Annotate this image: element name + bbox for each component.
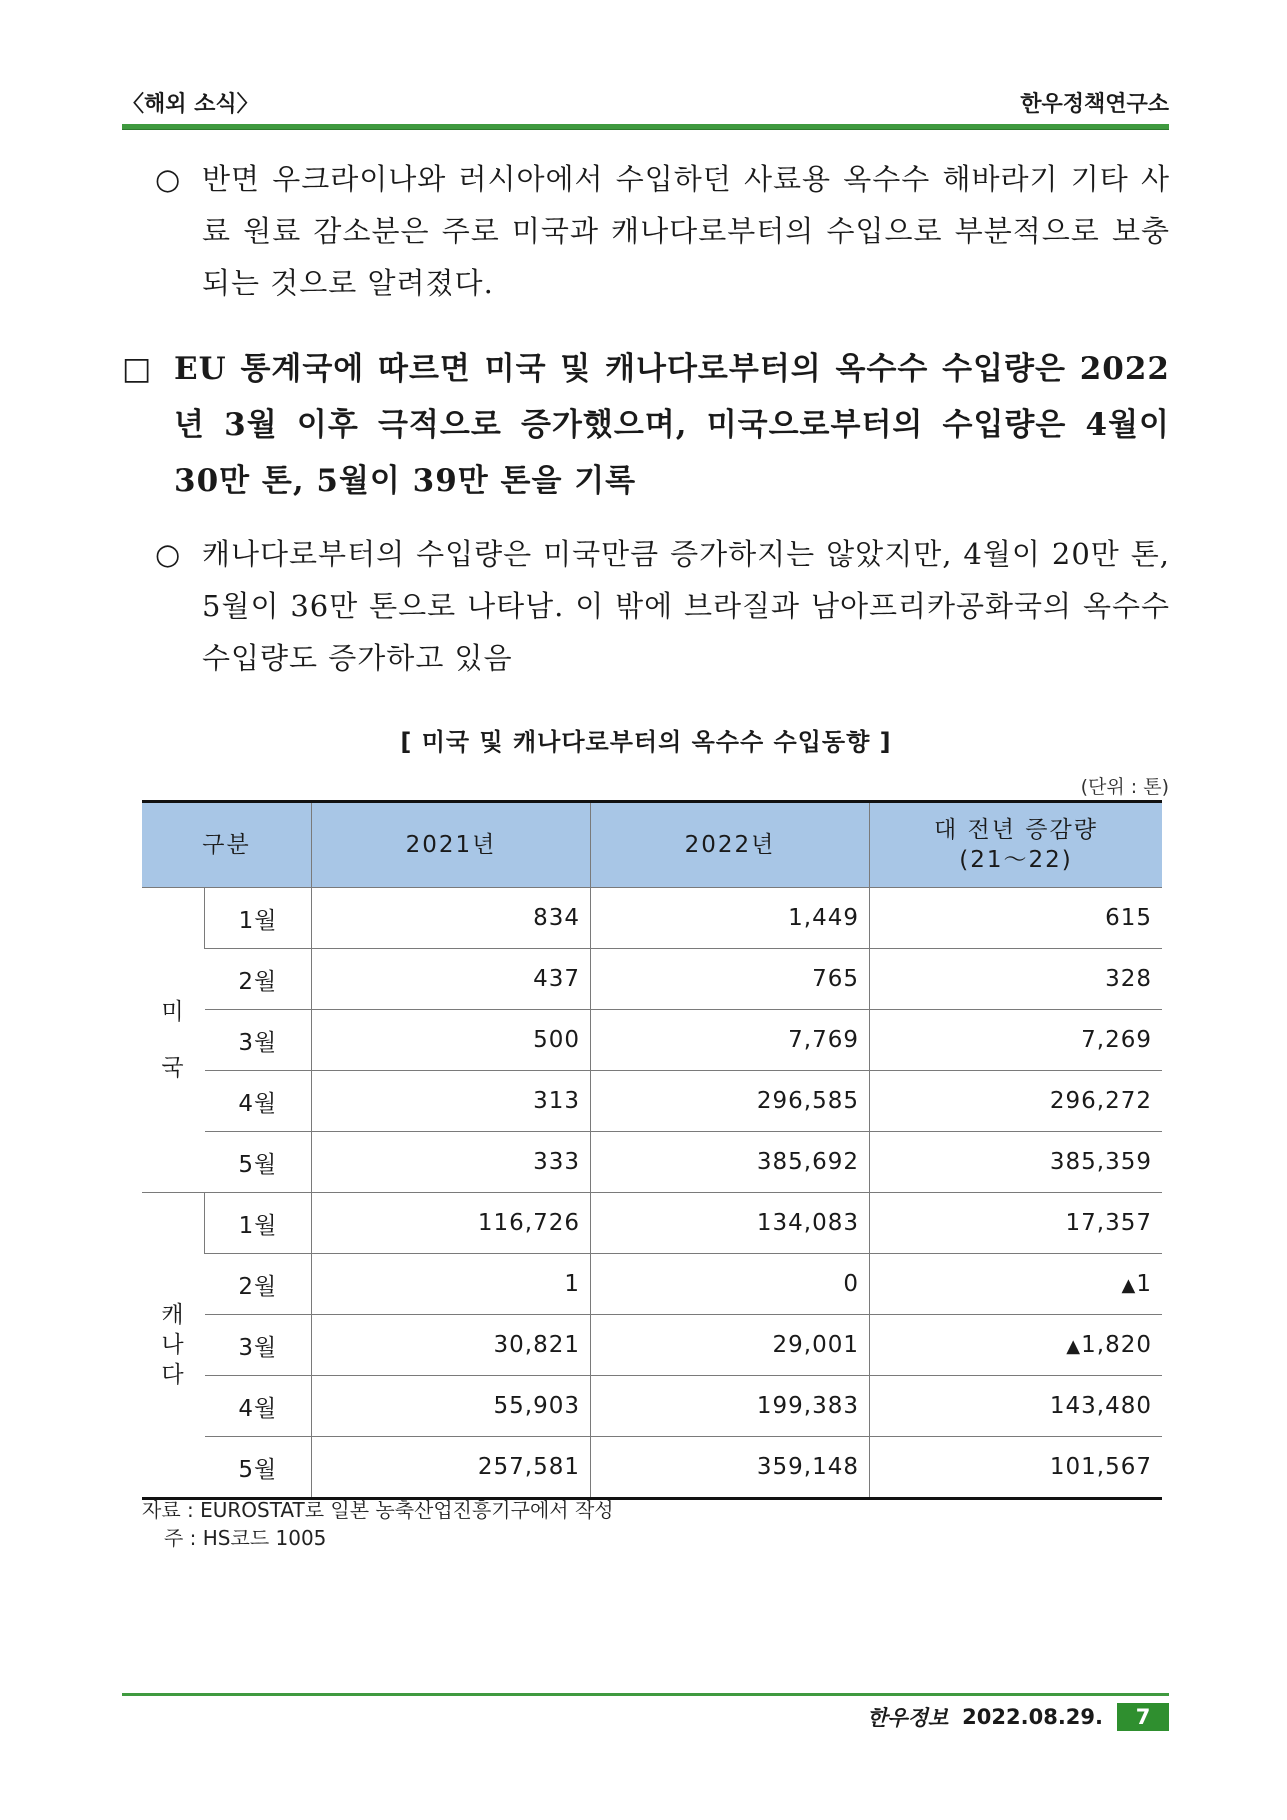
country-char: 국 xyxy=(161,1055,185,1081)
header-category: 구분 xyxy=(142,802,312,888)
paragraph-text: 캐나다로부터의 수입량은 미국만큼 증가하지는 않았지만, 4월이 20만 톤, 5월이 36만 톤으로 나타남. 이 밖에 브라질과 남아프리카공화국의 옥수수 수입량도 증가하고 있음 xyxy=(202,537,1170,675)
value-change: 17,357 xyxy=(870,1193,1163,1254)
publication-date: 2022.08.29. xyxy=(962,1705,1103,1729)
hs-code-note: 주 : HS코드 1005 xyxy=(164,1526,327,1550)
paragraph-2 xyxy=(122,341,1170,509)
month-cell: 4월 xyxy=(205,1071,312,1132)
value-change: 143,480 xyxy=(870,1376,1163,1437)
header-change-line1: 대 전년 증감량 xyxy=(934,817,1098,843)
table-row xyxy=(142,1254,1162,1315)
value-2022: 199,383 xyxy=(591,1376,870,1437)
section-label: 〈해외 소식〉 xyxy=(122,92,259,117)
month-cell: 3월 xyxy=(205,1315,312,1376)
month-cell: 1월 xyxy=(205,888,312,949)
value-2021: 1 xyxy=(312,1254,591,1315)
table-row xyxy=(142,1132,1162,1193)
value-change: 385,359 xyxy=(870,1132,1163,1193)
table-row xyxy=(142,1010,1162,1071)
value-2021: 333 xyxy=(312,1132,591,1193)
table-row xyxy=(142,1071,1162,1132)
publication-name: 한우정보 xyxy=(867,1706,949,1730)
month-cell: 2월 xyxy=(205,949,312,1010)
value-change: 101,567 xyxy=(870,1437,1163,1499)
value-2022: 359,148 xyxy=(591,1437,870,1499)
value-change xyxy=(870,1315,1163,1376)
value-2021: 116,726 xyxy=(312,1193,591,1254)
month-cell: 3월 xyxy=(205,1010,312,1071)
header-change-line2: (21～22) xyxy=(959,847,1073,873)
value-2021: 834 xyxy=(312,888,591,949)
table-row xyxy=(142,888,1162,949)
month-cell: 5월 xyxy=(205,1437,312,1499)
paragraph-text: EU 통계국에 따르면 미국 및 캐나다로부터의 옥수수 수입량은 2022년 3월 이후 극적으로 증가했으며, 미국으로부터의 수입량은 4월이 30만 톤, 5월이 39만 톤을 기록 xyxy=(174,351,1170,499)
paragraph-text: 반면 우크라이나와 러시아에서 수입하던 사료용 옥수수 해바라기 기타 사료 원료 감소분은 주로 미국과 캐나다로부터의 수입으로 부분적으로 보충되는 것으로 알려졌다. xyxy=(202,162,1170,300)
value-2022: 0 xyxy=(591,1254,870,1315)
value-2021: 500 xyxy=(312,1010,591,1071)
country-char: 다 xyxy=(161,1362,185,1388)
value-2021: 30,821 xyxy=(312,1315,591,1376)
value-change: 615 xyxy=(870,888,1163,949)
import-table xyxy=(142,800,1162,1500)
table-row xyxy=(142,1315,1162,1376)
value-2022: 1,449 xyxy=(591,888,870,949)
country-char: 캐 xyxy=(161,1302,185,1328)
value-2022: 385,692 xyxy=(591,1132,870,1193)
page-footer xyxy=(867,1702,1169,1732)
table-header-row xyxy=(142,802,1162,888)
value-change: 7,269 xyxy=(870,1010,1163,1071)
table-row xyxy=(142,1376,1162,1437)
footer-divider xyxy=(122,1693,1169,1696)
source-note: 자료 : EUROSTAT로 일본 농축산업진흥기구에서 작성 xyxy=(142,1498,614,1522)
country-canada xyxy=(142,1193,205,1499)
table-row xyxy=(142,1193,1162,1254)
header-divider xyxy=(122,124,1169,130)
table-row xyxy=(142,1437,1162,1499)
value-2021: 437 xyxy=(312,949,591,1010)
table-row xyxy=(142,949,1162,1010)
page-number: 7 xyxy=(1117,1703,1169,1731)
table-notes xyxy=(142,1496,614,1552)
circle-bullet-icon: ○ xyxy=(155,162,182,196)
header-2022: 2022년 xyxy=(591,802,870,888)
value-2022: 7,769 xyxy=(591,1010,870,1071)
header-2021: 2021년 xyxy=(312,802,591,888)
change-amount: 1 xyxy=(1136,1271,1152,1297)
circle-bullet-icon: ○ xyxy=(155,537,182,571)
country-usa xyxy=(142,888,205,1193)
value-2021: 55,903 xyxy=(312,1376,591,1437)
value-2021: 313 xyxy=(312,1071,591,1132)
paragraph-1 xyxy=(155,153,1170,309)
triangle-up-icon: ▲ xyxy=(1066,1336,1082,1357)
table-unit: (단위 : 톤) xyxy=(1080,776,1169,798)
month-cell: 5월 xyxy=(205,1132,312,1193)
value-2022: 765 xyxy=(591,949,870,1010)
month-cell: 2월 xyxy=(205,1254,312,1315)
value-2022: 29,001 xyxy=(591,1315,870,1376)
change-amount: 1,820 xyxy=(1081,1332,1152,1358)
value-change: 328 xyxy=(870,949,1163,1010)
country-char: 나 xyxy=(161,1332,185,1358)
header-change xyxy=(870,802,1163,888)
square-bullet-icon: □ xyxy=(122,351,153,387)
value-2021: 257,581 xyxy=(312,1437,591,1499)
organization-name: 한우정책연구소 xyxy=(1020,92,1169,117)
triangle-up-icon: ▲ xyxy=(1121,1275,1137,1296)
month-cell: 1월 xyxy=(205,1193,312,1254)
paragraph-3 xyxy=(155,528,1170,684)
country-char: 미 xyxy=(161,999,185,1025)
table-caption: [ 미국 및 캐나다로부터의 옥수수 수입동향 ] xyxy=(400,728,892,756)
page-header xyxy=(122,86,1169,118)
value-change xyxy=(870,1254,1163,1315)
month-cell: 4월 xyxy=(205,1376,312,1437)
value-change: 296,272 xyxy=(870,1071,1163,1132)
value-2022: 296,585 xyxy=(591,1071,870,1132)
value-2022: 134,083 xyxy=(591,1193,870,1254)
